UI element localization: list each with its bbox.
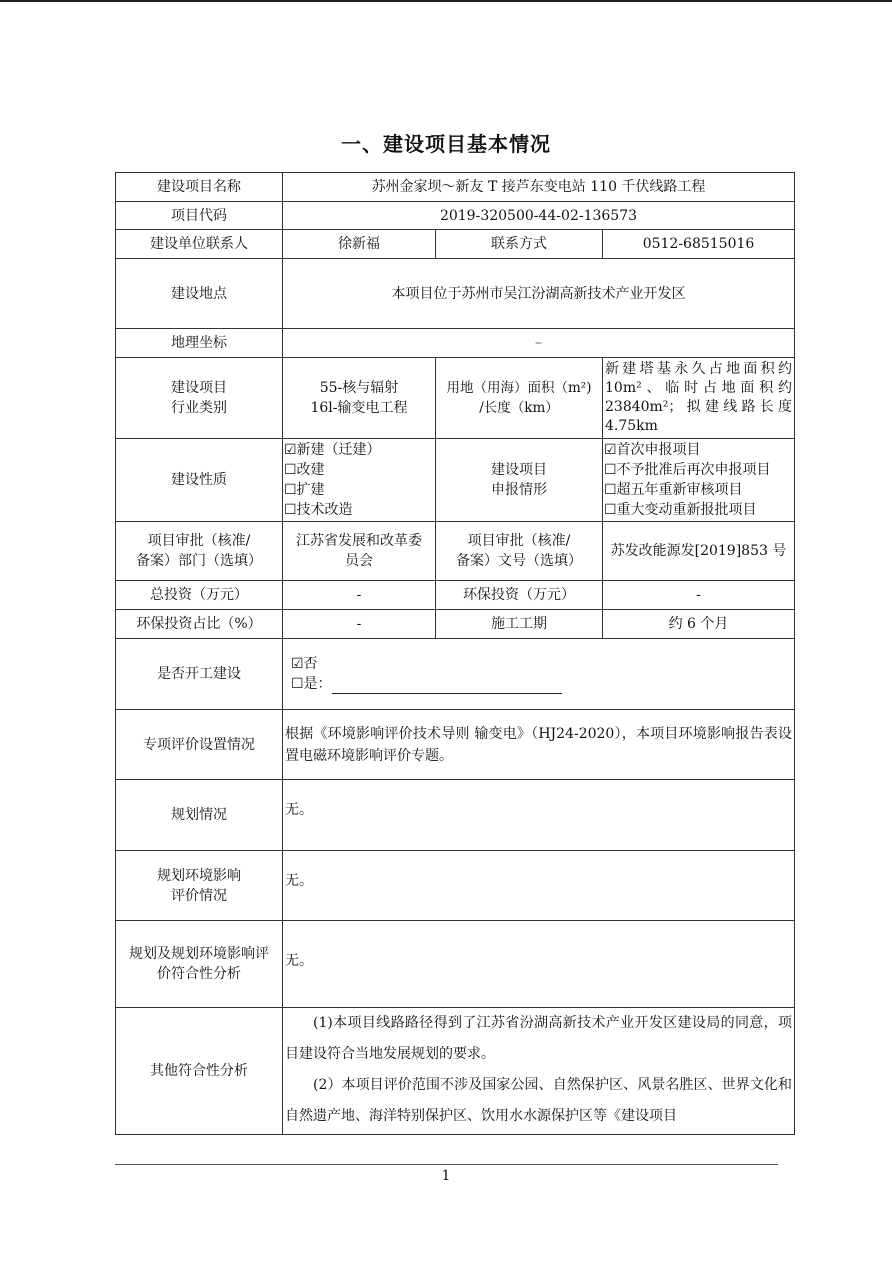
approval-dept-value-line2: 员会 bbox=[345, 553, 373, 569]
project-name-label: 建设项目名称 bbox=[116, 173, 283, 202]
footer-rule bbox=[115, 1164, 778, 1165]
plan-env-label-line2: 评价情况 bbox=[171, 887, 227, 904]
approval-dept-value-line1: 江苏省发展和改革委 bbox=[296, 533, 422, 549]
row-location bbox=[116, 259, 795, 329]
plan-conformity-label bbox=[116, 921, 283, 1008]
report-label bbox=[436, 439, 603, 522]
report-options bbox=[603, 439, 795, 522]
other-conformity-para1: (1)本项目线路路径得到了江苏省汾湖高新技术产业开发区建设局的同意，项目建设符合当地发展规划的要求。 bbox=[285, 1015, 792, 1062]
plan-conformity-value: 无。 bbox=[283, 921, 795, 1008]
location-value: 本项目位于苏州市吴江汾湖高新技术产业开发区 bbox=[283, 259, 795, 329]
project-code-value: 2019-320500-44-02-136573 bbox=[283, 202, 795, 230]
report-option-five-years[interactable]: ☐超五年重新审核项目 bbox=[604, 482, 743, 498]
phone-value: 0512-68515016 bbox=[603, 230, 795, 259]
industry-label-line2: 行业类别 bbox=[171, 400, 227, 416]
row-contact bbox=[116, 230, 795, 259]
row-project-name bbox=[116, 173, 795, 202]
env-ratio-label: 环保投资占比（%） bbox=[116, 610, 283, 639]
started-option-no[interactable]: ☑否 bbox=[291, 656, 318, 672]
nature-option-expand[interactable]: ☐扩建 bbox=[284, 482, 325, 498]
period-label: 施工工期 bbox=[436, 610, 603, 639]
project-info-table bbox=[115, 172, 795, 1135]
row-industry bbox=[116, 358, 795, 439]
top-border-line bbox=[0, 0, 892, 2]
approval-no-value: 苏发改能源发[2019]853 号 bbox=[603, 522, 795, 581]
industry-label-line1: 建设项目 bbox=[171, 380, 227, 396]
industry-value bbox=[283, 358, 436, 439]
nature-option-new[interactable]: ☑新建（迁建） bbox=[284, 442, 381, 458]
approval-dept-label-line1: 项目审批（核准/ bbox=[147, 533, 251, 549]
nature-option-rebuild[interactable]: ☐改建 bbox=[284, 462, 325, 478]
plan-conformity-label-line1: 规划及规划环境影响评 bbox=[129, 946, 269, 962]
plan-conformity-label-line2: 价符合性分析 bbox=[157, 966, 241, 982]
row-investment bbox=[116, 581, 795, 610]
row-other-conformity bbox=[116, 1008, 795, 1135]
plan-env-label-line1: 规划环境影响 bbox=[157, 867, 241, 884]
project-code-label: 项目代码 bbox=[116, 202, 283, 230]
special-eval-label: 专项评价设置情况 bbox=[116, 710, 283, 780]
area-value-line2: 10m²、临时占地面积约 bbox=[605, 380, 792, 396]
env-investment-value: - bbox=[603, 581, 795, 610]
row-approval bbox=[116, 522, 795, 581]
plan-env-label bbox=[116, 851, 283, 921]
row-plan-env bbox=[116, 851, 795, 921]
started-option-yes-text: ☐是： bbox=[291, 676, 332, 692]
coordinates-value: – bbox=[283, 329, 795, 358]
nature-option-tech[interactable]: ☐技术改造 bbox=[284, 502, 353, 518]
row-plan bbox=[116, 780, 795, 851]
plan-env-value: 无。 bbox=[283, 851, 795, 921]
industry-value-line1: 55-核与辐射 bbox=[319, 380, 399, 396]
area-value-line3: 23840m²；拟建线路长度 bbox=[605, 399, 792, 415]
other-conformity-label: 其他符合性分析 bbox=[116, 1008, 283, 1135]
plan-value: 无。 bbox=[283, 780, 795, 851]
report-option-major-change[interactable]: ☐重大变动重新报批项目 bbox=[604, 502, 757, 518]
area-label bbox=[436, 358, 603, 439]
row-started bbox=[116, 639, 795, 710]
approval-dept-label bbox=[116, 522, 283, 581]
page-number: 1 bbox=[441, 1168, 451, 1184]
contact-label: 建设单位联系人 bbox=[116, 230, 283, 259]
area-value bbox=[603, 358, 795, 439]
investment-label: 总投资（万元） bbox=[116, 581, 283, 610]
row-nature bbox=[116, 439, 795, 522]
approval-dept-label-line2: 备案）部门（选填） bbox=[136, 553, 262, 569]
report-option-resubmit[interactable]: ☐不予批准后再次申报项目 bbox=[604, 462, 771, 478]
area-label-line1: 用地（用海）面积（m²) bbox=[446, 380, 592, 396]
investment-value: - bbox=[283, 581, 436, 610]
started-label: 是否开工建设 bbox=[116, 639, 283, 710]
row-coordinates bbox=[116, 329, 795, 358]
period-value: 约 6 个月 bbox=[603, 610, 795, 639]
nature-label: 建设性质 bbox=[116, 439, 283, 522]
other-conformity-para2: (2）本项目评价范围不涉及国家公园、自然保护区、风景名胜区、世界文化和自然遗产地、海洋特别保护区、饮用水水源保护区等《建设项目 bbox=[285, 1077, 792, 1124]
area-value-line1: 新建塔基永久占地面积约 bbox=[605, 361, 792, 377]
page-title: 一、建设项目基本情况 bbox=[341, 132, 551, 156]
plan-label: 规划情况 bbox=[116, 780, 283, 851]
started-yes-blank-line bbox=[332, 679, 562, 694]
area-value-line4: 4.75km bbox=[605, 418, 658, 434]
row-special-eval bbox=[116, 710, 795, 780]
approval-dept-value bbox=[283, 522, 436, 581]
started-option-yes[interactable] bbox=[291, 674, 792, 694]
row-plan-conformity bbox=[116, 921, 795, 1008]
approval-no-label-line2: 备案）文号（选填） bbox=[456, 553, 582, 569]
phone-label: 联系方式 bbox=[436, 230, 603, 259]
nature-options bbox=[283, 439, 436, 522]
report-label-line2: 申报情形 bbox=[491, 482, 547, 498]
area-label-line2: /长度（km） bbox=[479, 400, 559, 416]
other-conformity-value bbox=[283, 1008, 795, 1135]
location-label: 建设地点 bbox=[116, 259, 283, 329]
industry-label bbox=[116, 358, 283, 439]
env-ratio-value: - bbox=[283, 610, 436, 639]
row-env-ratio bbox=[116, 610, 795, 639]
contact-value: 徐新福 bbox=[283, 230, 436, 259]
industry-value-line2: 16l-输变电工程 bbox=[310, 400, 408, 416]
special-eval-value: 根据《环境影响评价技术导则 输变电》（HJ24-2020），本项目环境影响报告表设置电磁环境影响评价专题。 bbox=[283, 710, 795, 780]
coordinates-label: 地理坐标 bbox=[116, 329, 283, 358]
row-project-code bbox=[116, 202, 795, 230]
project-name-value: 苏州金家坝～新友 T 接芦东变电站 110 千伏线路工程 bbox=[283, 173, 795, 202]
env-investment-label: 环保投资（万元） bbox=[436, 581, 603, 610]
report-option-first[interactable]: ☑首次申报项目 bbox=[604, 442, 701, 458]
approval-no-label-line1: 项目审批（核准/ bbox=[467, 533, 571, 549]
approval-no-label bbox=[436, 522, 603, 581]
report-label-line1: 建设项目 bbox=[491, 462, 547, 478]
started-options bbox=[283, 639, 795, 710]
